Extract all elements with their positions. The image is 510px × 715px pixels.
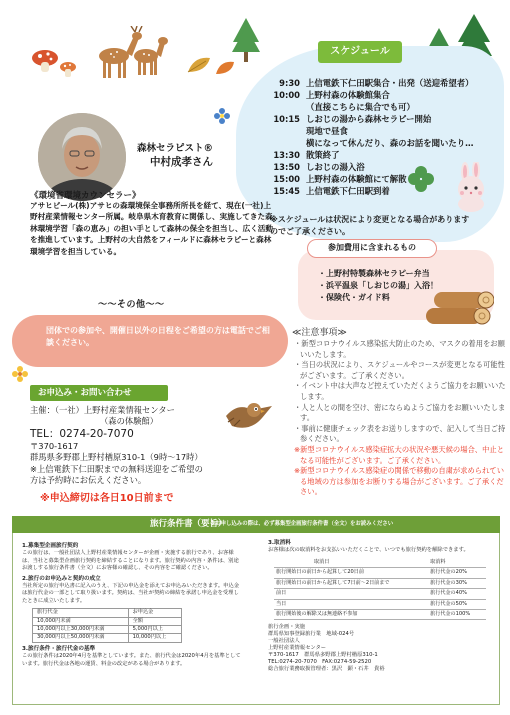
mushroom-icon — [58, 60, 78, 78]
table-cell: 全額 — [128, 617, 181, 625]
table-row — [274, 589, 486, 599]
table-row — [33, 617, 182, 625]
table-cell: 旅行代金の20% — [428, 568, 486, 578]
rabbit-icon — [450, 162, 494, 212]
table-cell: 30,000円以上50,000円未満 — [33, 634, 129, 642]
terms-subtitle: ※お申し込みの際は、必ず募集型企画旅行条件書（全文）をお読みください — [210, 521, 394, 527]
schedule-time: 15:45 — [273, 186, 300, 196]
table-cell: 当日 — [274, 599, 428, 609]
deposit-table — [32, 608, 182, 643]
schedule-time: 9:30 — [279, 78, 300, 88]
table-cell: 旅行開始日の前日から起算して20日前 — [274, 568, 428, 578]
owl-icon — [222, 396, 276, 436]
table-cell: 旅行開始後の解除又は無連絡不参加 — [274, 609, 428, 619]
table-cell: 旅行代金の50% — [428, 599, 486, 609]
tree-icon — [232, 18, 260, 62]
schedule-note: ※スケジュールは状況により変更となる場合がありますのでご了承ください。 — [270, 215, 470, 236]
table-cell: 10,000円以上 — [128, 634, 181, 642]
schedule-row — [272, 89, 508, 101]
note-item: ・当日の状況により、スケジュールやコースが変更となる可能性がございます。ご了承ください。 — [294, 360, 505, 380]
table-row — [33, 634, 182, 642]
contact-line: （森の体験館） — [100, 416, 159, 427]
leaf-icon — [186, 56, 212, 76]
organizer-line: 群馬県知事登録旅行業 地域-024号 — [268, 631, 355, 638]
schedule-time — [272, 125, 300, 137]
schedule-time: 10:15 — [273, 114, 300, 124]
instructor-photo — [38, 113, 126, 201]
schedule-label: スケジュール — [318, 41, 402, 63]
table-cell: 5,000円以上 — [128, 626, 181, 634]
schedule-desc: 横になって休んだり、森のお話を聞いたり… — [306, 138, 474, 148]
terms-heading: 3.旅行条件・旅行代金の基準 — [22, 645, 96, 652]
schedule-row — [272, 101, 508, 113]
terms-text: この旅行は、一般社団法人上野村産業情報センターが企画・実施する旅行であり、お客様は、当社と募集型企画旅行契約を締結することになります。旅行契約の内容・条件は、別途お渡しする旅行条件書（全文）にお客様の確認し、その内容をご確認ください。 — [22, 550, 239, 572]
flower-icon — [12, 366, 28, 382]
schedule-time — [272, 101, 300, 113]
organizer-line: 上野村産業情報センター — [268, 645, 327, 652]
instructor-bio: アサヒビール(株)アサヒの森環境保全事務所所長を経て、現在(一社)上野村産業情報センター所属。岐阜県木育教育に関係し、実施してきた森林環境学習「森の恵み」の担い手として森林の保全を担当し、広く活動を推進しています。上野村の大自然をフィールドに森林セラピーと森林環境学習を担当している。 — [30, 201, 273, 256]
flower-icon — [214, 108, 230, 124]
contact-phone[interactable]: TEL：0274-20-7070 — [30, 427, 134, 440]
note-item: ・イベント中は大声など控えていただくようご協力をお願いいたします。 — [294, 381, 506, 401]
fee-header: 参加費用に含まれるもの — [307, 239, 437, 258]
contact-line: 〒370-1617 — [30, 440, 79, 451]
table-row — [274, 609, 486, 619]
schedule-desc: （直接こちらに集合でも可） — [306, 102, 415, 112]
schedule-desc: しおじの湯入浴 — [306, 162, 365, 172]
table-row — [274, 599, 486, 609]
contact-line: 方は予約時にお伝えください。 — [30, 475, 147, 486]
schedule-desc: 上信電鉄下仁田駅到着 — [306, 186, 390, 196]
leaf-icon — [214, 60, 236, 78]
notes-title: ≪注意事項≫ — [292, 328, 347, 338]
other-title: 〜〜その他〜〜 — [98, 300, 165, 310]
table-row — [33, 626, 182, 634]
instructor-name: 中村成孝さん — [150, 156, 213, 168]
table-cell: 旅行開始日の前日から起算して7日前〜2日前まで — [274, 578, 428, 588]
terms-right-column — [268, 540, 494, 673]
schedule-desc: しおじの湯から森林セラピー開始 — [306, 114, 432, 124]
organizer-info — [268, 624, 494, 673]
organizer-line: 一般社団法人 — [268, 638, 300, 645]
cancellation-table — [274, 558, 486, 621]
schedule-desc: 上野村森の体験館にて解散 — [306, 174, 407, 184]
other-text: 団体での参加や、開催日以外の日程をご希望の方は電話でご相談ください。 — [46, 326, 270, 347]
terms-text: この旅行条件は2020年4月を基準としています。また、旅行代金は2020年4月を基準としています。旅行代金は各地の運賃、料金の改定がある場合があります。 — [22, 653, 241, 667]
mushroom-icon — [30, 48, 60, 74]
terms-left-column — [22, 540, 244, 668]
schedule-time: 13:30 — [273, 150, 300, 160]
schedule-row — [272, 149, 508, 161]
clover-icon — [406, 164, 436, 194]
contact-line: ※上信電鉄下仁田駅までの無料送迎をご希望の — [30, 463, 203, 474]
schedule-row — [272, 125, 508, 137]
table-cell: 前日 — [274, 589, 428, 599]
schedule-desc: 現地で昼食 — [306, 126, 348, 136]
deer-icon — [84, 26, 174, 84]
table-row — [274, 568, 486, 578]
table-header: お申込金 — [128, 609, 181, 617]
organizer-line: 総合旅行業務取扱管理者：黒沢 顕・石井 貴裕 — [268, 666, 385, 673]
schedule-time: 10:00 — [273, 90, 300, 100]
terms-title: 旅行条件書（要旨） — [150, 519, 227, 529]
table-header: 取消料 — [428, 558, 486, 568]
notes-list — [294, 339, 506, 498]
contact-title: お申込み・お問い合わせ — [38, 388, 132, 398]
schedule-desc: 上野村森の体験館集合 — [306, 90, 390, 100]
note-item: ※新型コロナウイルス感染症拡大の状況や悪天候の場合、中止となる可能性がございます。ご了承ください。 — [294, 444, 504, 465]
table-cell: 10,000円未満 — [33, 617, 129, 625]
schedule-desc: 上信電鉄下仁田駅集合・出発（送迎希望者） — [306, 78, 474, 88]
terms-text: お客様は次の取消料をお支払いいただくことで、いつでも旅行契約を解除できます。 — [268, 547, 469, 554]
table-cell: 旅行代金の100% — [428, 609, 486, 619]
organizer-line: TEL:0274-20-7070 FAX:0274-59-2520 — [268, 659, 372, 666]
organizer-line: 旅行企画・実施 — [268, 624, 306, 631]
contact-line: 主催：（一社）上野村産業情報センター — [30, 405, 175, 415]
terms-heading: 2.旅行のお申込みと契約の成立 — [22, 575, 101, 582]
table-cell: 10,000円以上30,000円未満 — [33, 626, 129, 634]
instructor-role: 《環境省環境カウンセラー》 — [30, 191, 141, 201]
schedule-row — [272, 77, 508, 89]
schedule-row — [272, 137, 508, 149]
instructor-title: 森林セラピスト® — [137, 143, 214, 154]
organizer-line: 〒370-1617 群馬県多野郡上野村楢原310-1 — [268, 652, 378, 659]
schedule-time: 15:00 — [273, 174, 300, 184]
note-item: ※新型コロナウイルス感染症の関係で移動の自粛が求められている地域の方は参加をお断りする場合がございます。ご了承ください。 — [294, 466, 504, 497]
deadline-text: ※申込締切は各日10日前まで — [40, 493, 174, 504]
schedule-desc: 散策終了 — [306, 150, 340, 160]
schedule-time: 13:50 — [273, 162, 300, 172]
table-cell: 旅行代金の40% — [428, 589, 486, 599]
fee-item: ・保険代・ガイド料 — [318, 293, 390, 302]
terms-heading: 1.募集型企画旅行契約 — [22, 543, 79, 549]
table-row — [274, 578, 486, 588]
schedule-time — [272, 137, 300, 149]
schedule-row — [272, 113, 508, 125]
terms-heading: 3.取消料 — [268, 540, 291, 546]
logs-icon — [420, 284, 494, 330]
table-header: 旅行代金 — [33, 609, 129, 617]
contact-line: 群馬県多野郡上野村楢原310-1（9時〜17時） — [30, 452, 203, 463]
note-item: ・人と人との間を空け、密にならぬようご協力をお願いいたします。 — [294, 402, 506, 423]
fee-item: ・浜平温泉「しおじの湯」入浴！ — [318, 281, 438, 290]
fee-item: ・上野村特製森林セラピー弁当 — [318, 269, 430, 278]
note-item: ・新型コロナウイルス感染拡大防止のため、マスクの着用をお願いいたします。 — [294, 339, 505, 359]
note-item: ・事前に健康チェック表をお送りしますので、記入して当日ご持参ください。 — [294, 423, 506, 444]
terms-text: 当社所定の旅行申込書に記入のうえ、下記の申込金を添えてお申込みいただきます。申込金は旅行代金の一部として取り扱います。契約は、当社が契約の締結を承諾し申込金を受理したときに成立いたします。 — [22, 583, 240, 604]
table-cell: 旅行代金の30% — [428, 578, 486, 588]
table-header: 取消日 — [274, 558, 428, 568]
